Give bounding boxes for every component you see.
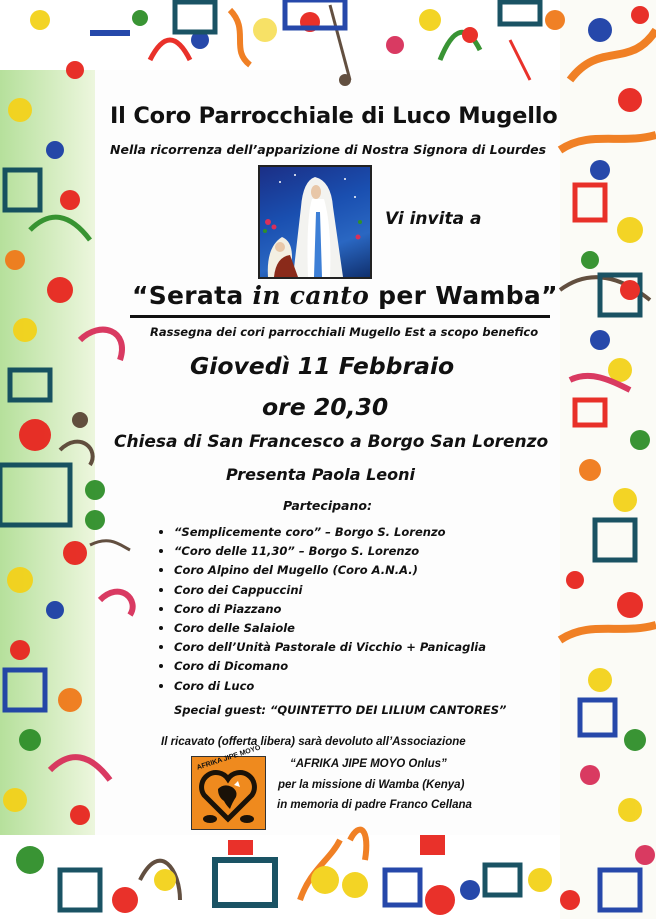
poster-title: Il Coro Parrocchiale di Luco Mugello	[110, 103, 558, 129]
donation-line-4: in memoria di padre Franco Cellana	[277, 799, 472, 811]
participants-heading: Partecipano:	[283, 498, 372, 513]
our-lady-of-lourdes-image	[258, 165, 372, 279]
invite-text: Vi invita a	[385, 209, 482, 229]
event-title-part2: in canto	[252, 281, 370, 310]
donation-line-1: Il ricavato (offerta libera) sarà devoluto all’Associazione	[161, 736, 466, 748]
list-item: Coro di Piazzano	[158, 601, 486, 620]
logo-text: AFRIKA JIPE MOYO	[196, 744, 262, 772]
special-guest: Special guest: “QUINTETTO DEI LILIUM CANTORES”	[174, 703, 507, 717]
participants-list	[158, 524, 486, 697]
event-title-open-quote: “	[132, 281, 149, 310]
event-location: Chiesa di San Francesco a Borgo San Lorenzo	[114, 432, 549, 452]
list-item: Coro dell’Unità Pastorale di Vicchio + Panicaglia	[158, 639, 486, 658]
list-item: Coro delle Salaiole	[158, 620, 486, 639]
afrika-jipe-moyo-logo	[191, 744, 266, 830]
event-presenter: Presenta Paola Leoni	[226, 465, 416, 484]
title-underline	[130, 315, 550, 318]
list-item: “Semplicemente coro” – Borgo S. Lorenzo	[158, 524, 486, 543]
list-item: Coro Alpino del Mugello (Coro A.N.A.)	[158, 562, 486, 581]
donation-line-3: per la missione di Wamba (Kenya)	[278, 779, 465, 791]
event-title-close-quote: ”	[541, 281, 558, 310]
event-subtitle: Rassegna dei cori parrocchiali Mugello Est a scopo benefico	[150, 325, 539, 339]
event-title-part1: Serata	[148, 281, 253, 310]
list-item: Coro di Luco	[158, 678, 486, 697]
event-date: Giovedì 11 Febbraio	[190, 352, 455, 380]
list-item: Coro dei Cappuccini	[158, 582, 486, 601]
association-name: “AFRIKA JIPE MOYO Onlus”	[290, 758, 447, 770]
event-time: ore 20,30	[262, 393, 389, 421]
event-title-part3: per Wamba	[369, 281, 542, 310]
list-item: Coro di Dicomano	[158, 658, 486, 677]
event-title	[132, 281, 558, 310]
list-item: “Coro delle 11,30” – Borgo S. Lorenzo	[158, 543, 486, 562]
madonna-icon	[260, 167, 370, 277]
poster-subtitle: Nella ricorrenza dell’apparizione di Nostra Signora di Lourdes	[110, 142, 547, 157]
